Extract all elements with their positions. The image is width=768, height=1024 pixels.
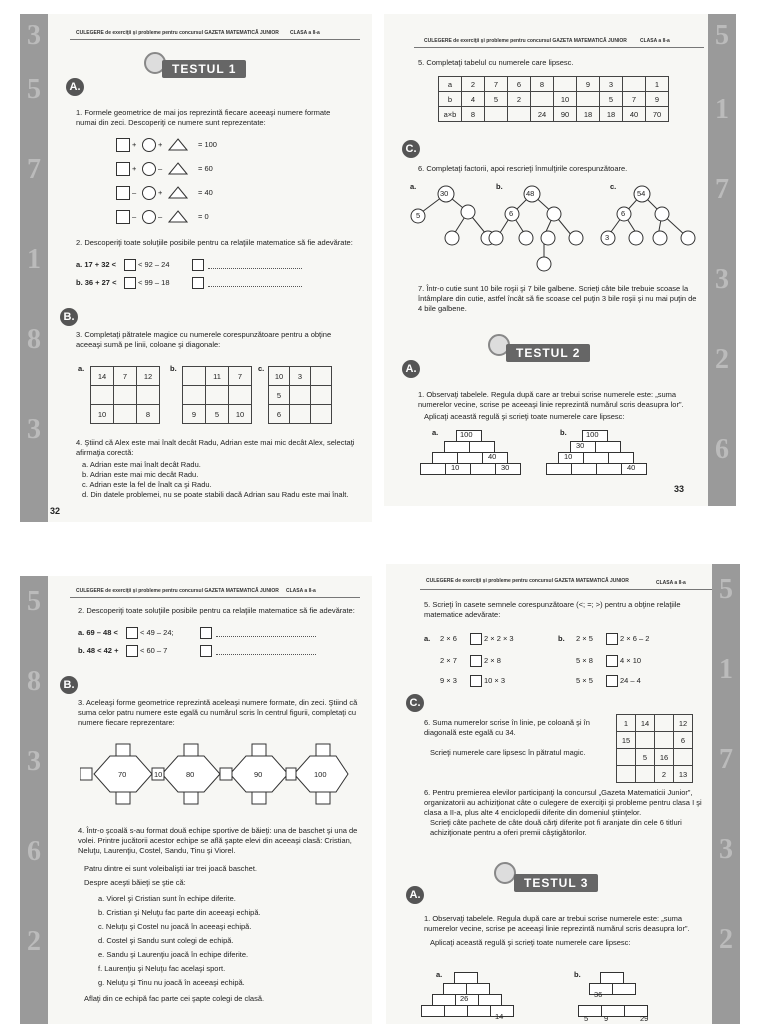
expr-right: 10 × 3 — [484, 676, 506, 685]
tree-a-left: 5 — [416, 211, 421, 220]
ex4-text: 4. Într-o şcoală s-au format două echipe sportive de băieţi: una de baschet şi una de volei. Printre jucătorii acestor echipe se află şapte elevi din aceeaşi clasă: Cristian, Neluţu, Laurenţiu, Costel, Sandu, Tinu şi Viorel. — [78, 826, 358, 855]
table-cell[interactable]: 70 — [646, 107, 669, 122]
table-cell[interactable]: 9 — [577, 77, 600, 92]
ex6-text: 6. Completaţi factorii, apoi rescrieţi înmulţirile corespunzătoare. — [418, 164, 628, 173]
magic-square-c — [268, 366, 332, 424]
page-33 — [384, 14, 736, 506]
answer-box[interactable] — [126, 627, 138, 639]
table-cell[interactable]: 18 — [600, 107, 623, 122]
ex4-question: Aflaţi din ce echipă fac parte cei şapte colegi de clasă. — [84, 994, 265, 1003]
table-cell[interactable]: 14 — [636, 715, 655, 732]
running-header: CULEGERE de exerciţii şi probleme pentru concursul GAZETA MATEMATICĂ JUNIOR — [426, 578, 629, 584]
triangle-shape — [168, 138, 188, 151]
cell[interactable] — [311, 367, 332, 386]
ex4-fact-c: c. Neluţu şi Costel nu joacă în aceeaşi echipă. — [98, 922, 252, 931]
answer-box[interactable] — [126, 645, 138, 657]
table-cell[interactable] — [508, 107, 531, 122]
pyr-a-mid: 40 — [488, 452, 497, 461]
table-cell[interactable]: a — [439, 77, 462, 92]
page-edge-decoration: 3 5 7 1 8 3 — [20, 14, 48, 522]
table-cell[interactable]: 9 — [646, 92, 669, 107]
page-edge-decoration: 5 1 7 3 2 — [712, 564, 740, 1024]
expr-left: 2 × 7 — [440, 656, 457, 665]
test-title: TESTUL 1 — [162, 60, 246, 78]
ex6b-sub: Scrieţi câte pachete de câte două cărţi diferite pot fi aranjate din cele 6 titluri achiziţionate pentru a oferi premii câştigătorilor. — [430, 818, 682, 837]
table-cell[interactable]: 1 — [617, 715, 636, 732]
pyr-a-label: a. — [436, 970, 443, 979]
ex2-a-left: a. 17 + 32 < — [76, 260, 117, 269]
table-cell[interactable]: 18 — [577, 107, 600, 122]
pyr-b-row3: 10 — [564, 452, 573, 461]
cell[interactable] — [114, 405, 137, 424]
answer-box[interactable] — [124, 259, 136, 271]
ex4-fact-a: a. Viorel şi Cristian sunt în echipe diferite. — [98, 894, 236, 903]
table-cell[interactable]: 15 — [617, 732, 636, 749]
ex4-p3: Despre aceşti băieţi se ştie că: — [84, 878, 186, 887]
table-cell[interactable] — [617, 766, 636, 783]
sign-box[interactable] — [606, 675, 618, 687]
tree-b-left: 6 — [509, 209, 514, 218]
section-c-badge: C. — [406, 694, 424, 712]
ex2-b-left: b. 36 + 27 < — [76, 278, 117, 287]
expr-left: 2 × 6 — [440, 634, 457, 643]
table-cell[interactable] — [623, 77, 646, 92]
table-cell[interactable]: 6 — [674, 732, 693, 749]
sign-box[interactable] — [470, 675, 482, 687]
answer-line[interactable] — [208, 260, 302, 269]
table-cell[interactable]: 7 — [623, 92, 646, 107]
class-label: CLASA a II-a — [290, 30, 320, 36]
ex2-text: 2. Descoperiţi toate soluţiile posibile pentru ca relaţiile matematice să fie adevărate: — [78, 606, 355, 615]
page-number: 32 — [50, 506, 61, 516]
table-cell[interactable]: 24 — [531, 107, 554, 122]
cell[interactable] — [183, 367, 206, 386]
table-cell[interactable]: 40 — [623, 107, 646, 122]
cell[interactable] — [183, 386, 206, 405]
page-number: 33 — [674, 484, 685, 494]
expr-left: 5 × 8 — [576, 656, 593, 665]
expr-left: 2 × 5 — [576, 634, 593, 643]
running-header: CULEGERE de exerciţii şi probleme pentru concursul GAZETA MATEMATICĂ JUNIOR — [424, 38, 627, 44]
cell[interactable] — [229, 386, 252, 405]
page-edge-decoration: 5 1 7 3 2 6 — [708, 14, 736, 506]
pyr-a-bottom-left: 10 — [451, 463, 460, 472]
circle-shape — [142, 186, 156, 200]
ex4-fact-e: e. Sandu şi Laurenţiu joacă în echipe diferite. — [98, 950, 249, 959]
table-cell[interactable]: 16 — [655, 749, 674, 766]
ex6b-text: 6. Pentru premierea elevilor participanţi la concursul „Gazeta Matematicii Junior”, organizatorii au achiziţionat câte o culegere de exerciţii şi probleme pentru clasa I şi clasa a II-a, plus alte 4 enciclopedii diferite din domeniul ştiinţelor. — [424, 788, 702, 817]
section-a-badge: A. — [402, 360, 420, 378]
pyr-b-bottom: 40 — [627, 463, 636, 472]
ex2-b-right: < 60 – 7 — [140, 646, 168, 655]
table-cell[interactable]: 3 — [600, 77, 623, 92]
ex4-p2: Patru dintre ei sunt voleibalişti iar trei joacă baschet. — [84, 864, 258, 873]
cell[interactable]: 6 — [269, 405, 290, 424]
table-cell[interactable]: 1 — [646, 77, 669, 92]
ex4-fact-g: g. Neluţu şi Tinu nu joacă în aceeaşi echipă. — [98, 978, 245, 987]
square-shape — [116, 162, 130, 176]
tree-a-top: 30 — [440, 189, 449, 198]
answer-box[interactable] — [192, 277, 204, 289]
cell[interactable]: 10 — [91, 405, 114, 424]
table-cell[interactable] — [655, 715, 674, 732]
pyr-a-top: 100 — [460, 430, 473, 439]
cell[interactable] — [290, 386, 311, 405]
cell[interactable]: 12 — [137, 367, 160, 386]
pyr-b-label: b. — [574, 970, 581, 979]
cell[interactable] — [206, 386, 229, 405]
ex1-text: 1. Observaţi tabelele. Regula după care ar trebui scrise numerele este: „suma numerelor vecine, scrise pe aceeaşi linie reprezintă numărul scris deasupra lor”. — [418, 390, 684, 409]
ex1-result-1: = 100 — [198, 140, 217, 149]
page-32: 3 5 7 1 8 3 CULEGERE de exerciţii şi probleme pentru concursul GAZETA MATEMATICĂ JUNIOR CLASA a II-a TESTUL 1 A. 1. Formele geometrice de mai jos reprezintă fiecare aceeaşi numere formate numai din zeci. Descoperiţi ce numere sunt reprezentate: + + = 100 + – = 60 – + = 40 – – = 0 2. Descoperiţi toate soluţiile posibile pentru ca relaţiile matematice să fie adevărate: a. 17 + 32 < < 92 – 24 b. 36 + 27 < < 99 – 18 B. 3. Completaţi pătratele magice cu numerele corespunzătoare pentru a obţine aceeaşi sumă pe linii, coloane şi diagonale: a. 14 7 12 10 8 b. 11 7 9 5 10 c. 10 3 5 6 4. Ştiind că Alex este mai înalt decât Radu, Adrian este mai mic decât Alex, selectaţi afirmaţia corectă: a. Adrian este mai înalt decât Radu. b. Adrian este mai mic decât Radu. c. Adrian este la fel de înalt ca şi Radu. d. Din datele problemei, nu se poate stabili dacă Adrian sau Radu este mai înalt. 32 — [20, 14, 372, 522]
ex2-b-right: < 99 – 18 — [138, 278, 170, 287]
table-cell[interactable] — [531, 92, 554, 107]
ex1-sub: Aplicaţi această regulă şi scrieţi toate numerele care lipsesc: — [430, 938, 631, 947]
pyr-a-bottom-right: 30 — [501, 463, 510, 472]
section-a-badge: A. — [406, 886, 424, 904]
pyr-b-low-left: 5 — [584, 1014, 589, 1023]
table-cell[interactable]: 5 — [636, 749, 655, 766]
col-b-label: b. — [558, 634, 565, 643]
class-label: CLASA a II-a — [286, 588, 316, 594]
answer-line[interactable] — [208, 278, 302, 287]
table-cell[interactable]: 2 — [508, 92, 531, 107]
square-shape — [116, 186, 130, 200]
section-b-badge: B. — [60, 308, 78, 326]
page-35 — [386, 564, 740, 1024]
pyr-b-top: 100 — [586, 430, 599, 439]
ex5-table — [438, 76, 669, 122]
cell[interactable]: 7 — [229, 367, 252, 386]
tree-c-left: 6 — [621, 209, 626, 218]
expr-left: 9 × 3 — [440, 676, 457, 685]
header-rule — [70, 39, 360, 40]
expr-right: 2 × 8 — [484, 656, 501, 665]
test-title: TESTUL 3 — [514, 874, 598, 892]
ex1-result-4: = 0 — [198, 212, 209, 221]
pyr-b-row2: 30 — [576, 441, 585, 450]
table-cell[interactable]: 5 — [600, 92, 623, 107]
ex4-option-b[interactable]: b. Adrian este mai mic decât Radu. — [82, 470, 199, 479]
cell[interactable] — [114, 386, 137, 405]
ex4-fact-d: d. Costel şi Sandu sunt colegi de echipă. — [98, 936, 234, 945]
ex4-fact-f: f. Laurenţiu şi Neluţu fac acelaşi sport. — [98, 964, 226, 973]
answer-box[interactable] — [124, 277, 136, 289]
table-cell[interactable] — [636, 732, 655, 749]
triangle-shape — [168, 186, 188, 199]
header-rule — [420, 589, 712, 590]
running-header: CULEGERE de exerciţii şi probleme pentru concursul GAZETA MATEMATICĂ JUNIOR — [76, 30, 279, 36]
sign-box[interactable] — [606, 633, 618, 645]
shape-value-5: 100 — [314, 770, 327, 779]
table-cell[interactable]: a×b — [439, 107, 462, 122]
tree-b-top: 48 — [526, 189, 535, 198]
pyr-a-low: 14 — [495, 1012, 504, 1021]
ex4-option-d[interactable]: d. Din datele problemei, nu se poate stabili dacă Adrian sau Radu este mai înalt. — [82, 490, 349, 499]
header-rule — [70, 597, 360, 598]
ex2-a-right: < 92 – 24 — [138, 260, 170, 269]
pyr-a-label: a. — [432, 428, 439, 437]
cell[interactable]: 8 — [137, 405, 160, 424]
ex2-text: 2. Descoperiţi toate soluţiile posibile pentru ca relaţiile matematice să fie adevărate: — [76, 238, 353, 247]
table-cell[interactable]: 5 — [485, 92, 508, 107]
magic-square-4x4 — [616, 714, 693, 783]
table-cell[interactable] — [636, 766, 655, 783]
cell[interactable] — [311, 405, 332, 424]
class-label: CLASA a II-a — [640, 38, 670, 44]
table-cell[interactable]: 13 — [674, 766, 693, 783]
circle-shape — [142, 210, 156, 224]
ex7-text: 7. Într-o cutie sunt 10 bile roşii şi 7 bile galbene. Scrieţi câte bile trebuie scoase la întâmplare din cutie, astfel încât să fie scoase cel puţin 3 bile roşii şi nu mai puţin de 4 bile galbene. — [418, 284, 697, 313]
ex2-b-left: b. 48 < 42 + — [78, 646, 119, 655]
shape-value-4: 90 — [254, 770, 263, 779]
table-cell[interactable] — [674, 749, 693, 766]
ex4-fact-b: b. Cristian şi Neluţu fac parte din aceeaşi echipă. — [98, 908, 261, 917]
table-cell[interactable]: 8 — [531, 77, 554, 92]
ex4-text: 4. Ştiind că Alex este mai înalt decât Radu, Adrian este mai mic decât Alex, selectaţi afirmaţia corectă: — [76, 438, 355, 457]
tree-b-label: b. — [496, 182, 503, 191]
ex1-result-3: = 40 — [198, 188, 213, 197]
magic-square-b — [182, 366, 252, 424]
cell[interactable] — [290, 405, 311, 424]
answer-box[interactable] — [200, 645, 212, 657]
pyr-a-mid: 26 — [460, 994, 469, 1003]
triangle-shape — [168, 162, 188, 175]
class-label: CLASA a II-a — [656, 580, 686, 586]
cell[interactable]: 14 — [91, 367, 114, 386]
square-c-label: c. — [258, 364, 265, 373]
answer-line[interactable] — [216, 628, 316, 637]
table-cell[interactable]: b — [439, 92, 462, 107]
ex2-a-left: a. 69 – 48 < — [78, 628, 118, 637]
square-shape — [116, 210, 130, 224]
table-cell[interactable]: 7 — [485, 77, 508, 92]
ex2-a-right: < 49 – 24; — [140, 628, 174, 637]
ex3-text: 3. Completaţi pătratele magice cu numerele corespunzătoare pentru a obţine aceeaşi sumă pe linii, coloane şi diagonale: — [76, 330, 332, 349]
cell[interactable]: 10 — [229, 405, 252, 424]
running-header: CULEGERE de exerciţii şi probleme pentru concursul GAZETA MATEMATICĂ JUNIOR — [76, 588, 279, 594]
table-cell[interactable]: 10 — [554, 92, 577, 107]
pyr-b-low-mid: 9 — [604, 1014, 609, 1023]
expr-right: 2 × 6 – 2 — [620, 634, 650, 643]
sign-box[interactable] — [470, 633, 482, 645]
triangle-shape — [168, 210, 188, 223]
cell[interactable]: 5 — [269, 386, 290, 405]
ex5-text: 5. Scrieţi în casete semnele corespunzătoare (<; =; >) pentru a obţine relaţiile matematice adevărate: — [424, 600, 681, 619]
shape-value-2: 10 — [154, 770, 163, 779]
ex1-text: 1. Formele geometrice de mai jos reprezintă fiecare aceeaşi numere formate numai din zeci. Descoperiţi ce numere sunt reprezentate: — [76, 108, 331, 127]
sign-box[interactable] — [470, 655, 482, 667]
header-rule — [414, 47, 704, 48]
ex4-option-a[interactable]: a. Adrian este mai înalt decât Radu. — [82, 460, 201, 469]
test-title: TESTUL 2 — [506, 344, 590, 362]
expr-left: 5 × 5 — [576, 676, 593, 685]
tree-a-label: a. — [410, 182, 417, 191]
table-cell[interactable]: 6 — [508, 77, 531, 92]
section-b-badge: B. — [60, 676, 78, 694]
pyr-b-mid: 36 — [594, 990, 603, 999]
table-cell[interactable]: 2 — [655, 766, 674, 783]
factor-tree-c — [596, 182, 706, 252]
expr-right: 4 × 10 — [620, 656, 642, 665]
cell[interactable]: 7 — [114, 367, 137, 386]
cell[interactable] — [91, 386, 114, 405]
page-34 — [20, 576, 372, 1024]
magic-square-a — [90, 366, 160, 424]
cell[interactable]: 9 — [183, 405, 206, 424]
pyr-b-label: b. — [560, 428, 567, 437]
snail-icon — [494, 862, 516, 884]
tree-c-top: 54 — [637, 189, 646, 198]
ex1-text: 1. Observaţi tabelele. Regula după care ar trebui scrise numerele este: „suma numerelor vecine, scrise pe aceeaşi linie reprezintă numărul scris deasupra lor”. — [424, 914, 690, 933]
circle-shape — [142, 162, 156, 176]
answer-line[interactable] — [216, 646, 316, 655]
pyr-b-low-right: 29 — [640, 1014, 649, 1023]
table-cell[interactable] — [577, 92, 600, 107]
square-b-label: b. — [170, 364, 177, 373]
table-cell[interactable] — [554, 77, 577, 92]
shape-value-1: 70 — [118, 770, 127, 779]
square-shape — [116, 138, 130, 152]
ex1-sub: Aplicaţi această regulă şi scrieţi toate numerele care lipsesc: — [424, 412, 625, 421]
sign-box[interactable] — [606, 655, 618, 667]
shape-value-3: 80 — [186, 770, 195, 779]
ex4-option-c[interactable]: c. Adrian este la fel de înalt ca şi Radu. — [82, 480, 212, 489]
table-cell[interactable]: 2 — [462, 77, 485, 92]
cell[interactable] — [311, 386, 332, 405]
page-edge-decoration: 5 8 3 6 2 — [20, 576, 48, 1024]
tree-c-label: c. — [610, 182, 617, 191]
cell[interactable]: 10 — [269, 367, 290, 386]
tree-c-extra: 3 — [605, 233, 610, 242]
answer-box[interactable] — [192, 259, 204, 271]
cell[interactable]: 3 — [290, 367, 311, 386]
ex3-text: 3. Aceleaşi forme geometrice reprezintă aceleaşi numere formate, din zeci. Ştiind că suma celor patru numere este egală cu numărul scris în centrul figurii, completaţi cu numere fiecare reprezentare: — [78, 698, 358, 727]
ex5-text: 5. Completaţi tabelul cu numerele care lipsesc. — [418, 58, 574, 67]
col-a-label: a. — [424, 634, 431, 643]
ex1-result-2: = 60 — [198, 164, 213, 173]
table-cell[interactable] — [485, 107, 508, 122]
table-cell[interactable]: 4 — [462, 92, 485, 107]
cell[interactable]: 11 — [206, 367, 229, 386]
section-c-badge: C. — [402, 140, 420, 158]
table-cell[interactable]: 90 — [554, 107, 577, 122]
cell[interactable]: 5 — [206, 405, 229, 424]
table-cell[interactable] — [655, 732, 674, 749]
table-cell[interactable]: 8 — [462, 107, 485, 122]
cell[interactable] — [137, 386, 160, 405]
section-a-badge: A. — [66, 78, 84, 96]
ex6-sub: Scrieţi numerele care lipsesc în pătratul magic. — [430, 748, 586, 757]
table-cell[interactable] — [617, 749, 636, 766]
answer-box[interactable] — [200, 627, 212, 639]
table-cell[interactable]: 12 — [674, 715, 693, 732]
circle-shape — [142, 138, 156, 152]
factor-tree-b — [484, 182, 594, 278]
expr-right: 2 × 2 × 3 — [484, 634, 514, 643]
square-a-label: a. — [78, 364, 85, 373]
expr-right: 24 – 4 — [620, 676, 641, 685]
ex6-text: 6. Suma numerelor scrise în linie, pe coloană şi în diagonală este egală cu 34. — [424, 718, 590, 737]
